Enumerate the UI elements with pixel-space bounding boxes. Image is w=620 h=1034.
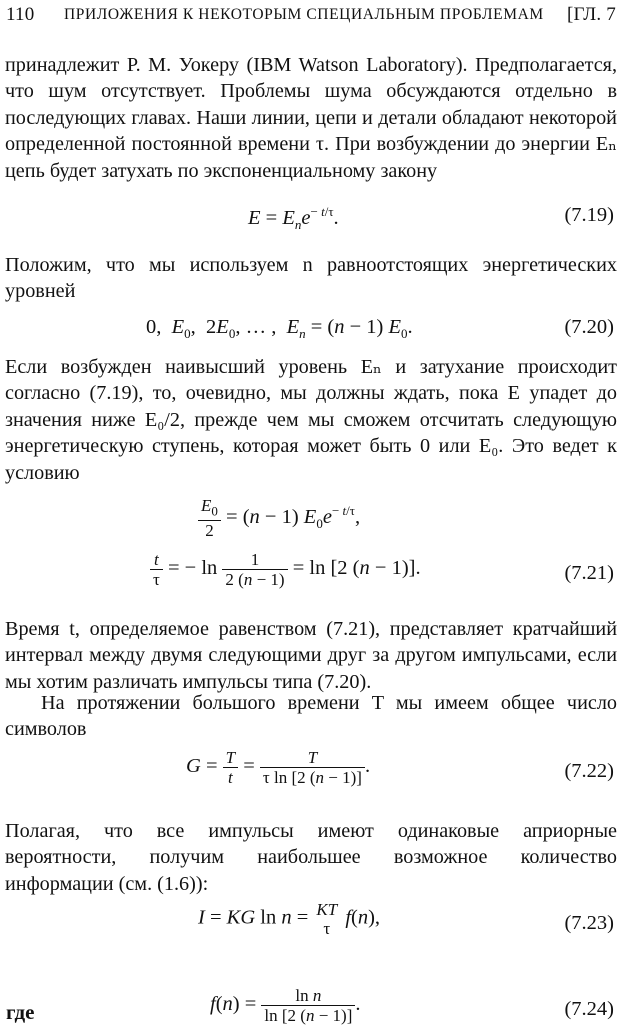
fraction-kt-over-tau: KT τ [316, 900, 338, 938]
fraction-log-argument: $\frac{1}{2 (n - 1)}$ [222, 550, 287, 589]
equation-number: (7.19) [564, 204, 614, 226]
equation-7-22 [0, 748, 620, 794]
paragraph-1: принадлежит Р. М. Уокеру (IBM Watson Laboratory). Предполагается, что шум отсутствует. Проблемы шума обсуждаются отдельно в последующих главах. Наши линии, цепи и детали обладают некоторой определенной постоянной времени τ. При возбуждении до энергии Eₙ цепь будет затухать по экспоненциальному закону [5, 54, 617, 182]
fraction-t-over-small-t: $\frac{T}{t}$ [223, 748, 238, 787]
equation-7-21a [0, 496, 620, 542]
equation-7-20 [0, 312, 620, 346]
equation-body: $\frac{t}{\tau}$ = − ln $\frac{1}{2 (n - 1)}$ = ln [2 (n − 1)]. [150, 550, 421, 589]
paragraph-3: Если возбужден наивысший уровень Eₙ и затухание происходит согласно (7.19), то, очевидно, мы должны ждать, пока E упадет до значения ниже E₀/2, прежде чем мы сможем отсчитать следующую энергетическую ступень, которая может быть 0 или E₀. Это ведет к условию [5, 356, 617, 484]
equation-body: I = KG ln n = KT τ f(n), [198, 900, 381, 938]
paragraph-6: Полагая, что все импульсы имеют одинаковые априорные вероятности, получим наибольшее возможное количество информации (см. (1.6)): [5, 820, 617, 895]
paragraph-2: Положим, что мы используем n равноотстоящих энергетических уровней [5, 254, 617, 303]
equation-body: $\frac{E_0}{2}$ = (n − 1) $E_0e^{- t/\tau}$, [198, 496, 360, 540]
equation-number: (7.23) [564, 912, 614, 934]
running-title: ПРИЛОЖЕНИЯ К НЕКОТОРЫМ СПЕЦИАЛЬНЫМ ПРОБЛЕМАМ [64, 6, 544, 23]
equation-body: $E = E_ne^{- t/\tau}$. [248, 204, 339, 232]
equation-body: f(n) = $\frac{\text{ln n}}{\ln [2 (n - 1)]}$ . [210, 986, 361, 1025]
fraction-t-over-tau-ln: $\frac{T}{\text{τ ln [2 (n − 1)]}}$ [260, 748, 365, 787]
equation-7-24 [0, 986, 620, 1032]
equation-7-21 [0, 550, 620, 596]
equation-body: G = $\frac{T}{t}$ = $\frac{T}{\text{τ ln [2 (n − 1)]}}$ . [186, 748, 371, 787]
fraction-e0-over-2: $\frac{E_0}{2}$ [198, 496, 221, 540]
word-where: где [6, 1000, 35, 1024]
paragraph-5: На протяжении большого времени T мы имеем общее число символов [5, 692, 617, 741]
equation-number: (7.24) [564, 998, 614, 1020]
equation-body: 0, $E_0$, $2E_0$, … , $E_n = (n - 1)$ $E_0$. [146, 316, 413, 342]
chapter-label: [ГЛ. 7 [567, 4, 616, 25]
equation-number: (7.21) [564, 562, 614, 584]
equation-number: (7.22) [564, 760, 614, 782]
equation-7-19 [0, 200, 620, 234]
paragraph-4: Время t, определяемое равенством (7.21), представляет кратчайший интервал между двумя следующими друг за другом импульсами, если мы хотим различать импульсы типа (7.20). [5, 618, 617, 693]
equation-7-23 [0, 900, 620, 946]
page-header [6, 2, 616, 36]
page-number: 110 [6, 4, 35, 25]
fraction-ln-n: $\frac{\text{ln n}}{\ln [2 (n - 1)]}$ [261, 986, 355, 1025]
equation-number: (7.20) [564, 316, 614, 338]
fraction-t-over-tau: $\frac{t}{\tau}$ [150, 550, 163, 589]
